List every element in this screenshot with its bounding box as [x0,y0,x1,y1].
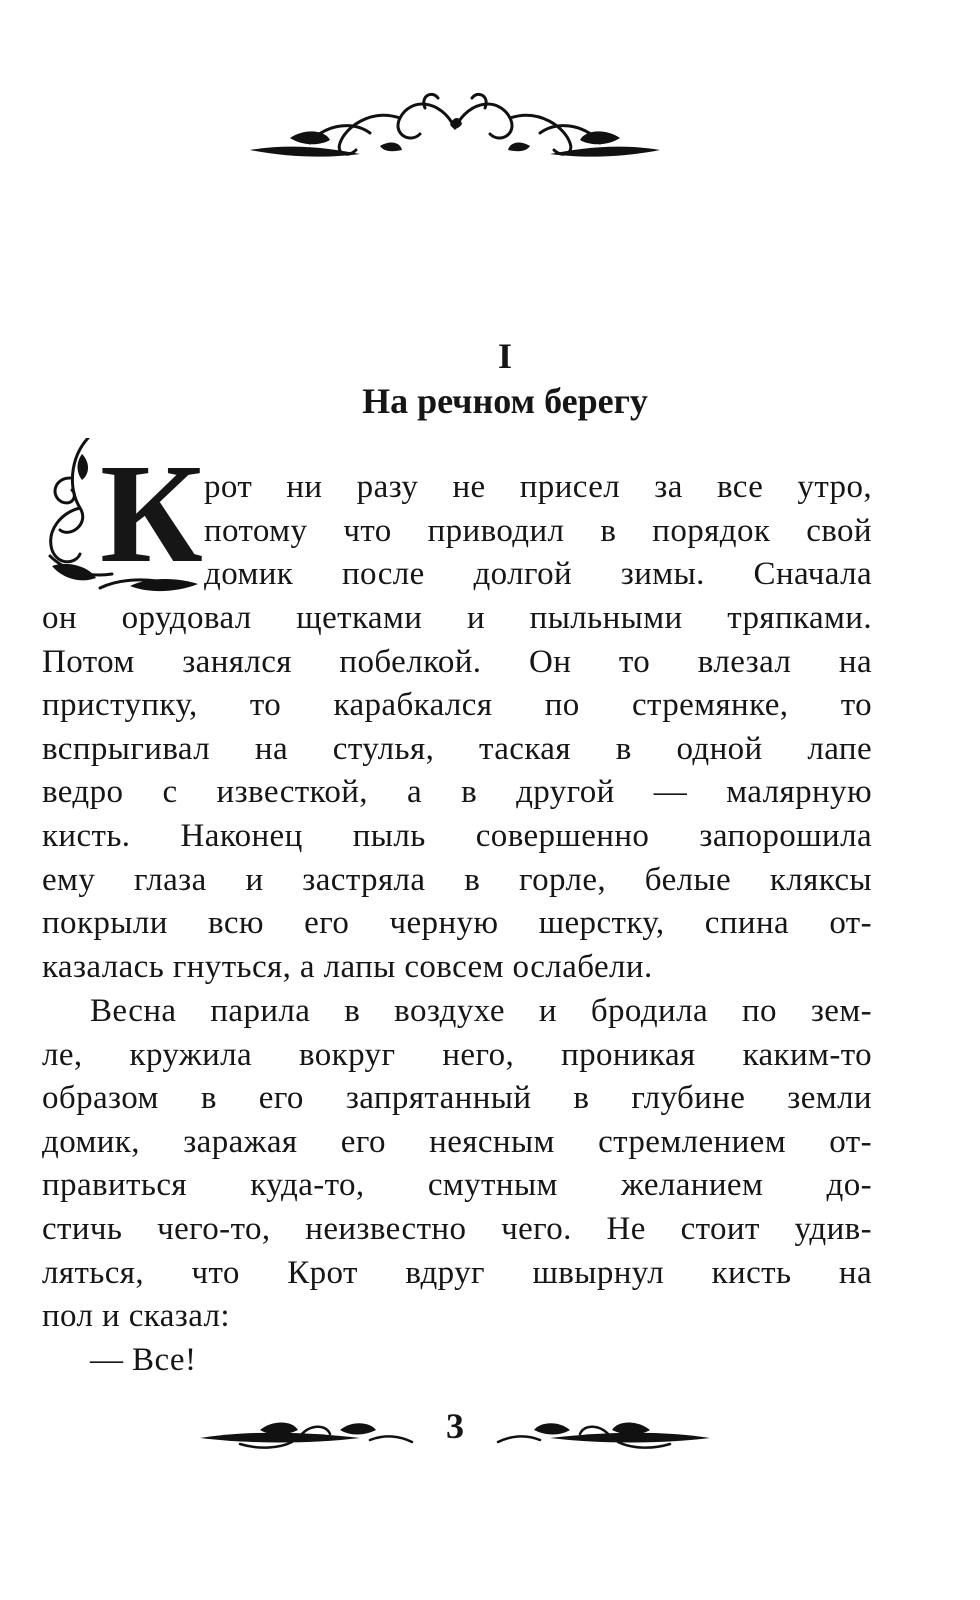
text-line: образом в его запрятанный в глубине земли [42,1080,872,1117]
drop-cap-lines [204,466,872,597]
dialogue-line: — Все! [90,1341,197,1378]
text-line: ле, кружила вокруг него, проникая каким-то [42,1036,872,1073]
paragraph-one [42,597,872,989]
text-line: рот ни разу не присел за все утро, [204,469,872,505]
chapter-title: На речном берегу [362,381,648,421]
text-line: покрыли всю его черную шерстку, спина от- [42,905,872,942]
drop-cap [40,434,203,608]
text-line: ему глаза и застряла в горле, белые кляксы [42,861,872,898]
text-line: он орудовал щетками и пыльными тряпками. [42,600,872,636]
text-line: домик после долгой зимы. Сначала [204,556,872,593]
text-line: приступку, то карабкался по стремянке, то [42,687,872,724]
text-line: вспрыгивал на стулья, таская в одной лапе [42,730,872,767]
page-number: 3 [446,1406,464,1446]
text-line: казалась гнуться, а лапы совсем ослабели. [42,948,653,985]
text-line: Потом занялся побелкой. Он то влезал на [42,643,872,680]
text-line: Весна парила в воздухе и бродила по зем- [90,993,872,1029]
text-line: правиться куда-то, смутным желанием до- [42,1167,872,1204]
text-line: потому что приводил в порядок свой [204,512,872,549]
top-ornament-icon [250,88,660,168]
page-footer [200,1400,710,1460]
paragraph-two [42,990,872,1382]
text-line: домик, заражая его неясным стремлением от- [42,1123,872,1160]
chapter-number: I [497,336,512,376]
text-line: кисть. Наконец пыль совершенно запорошила [42,817,872,854]
text-line: ляться, что Крот вдруг швырнул кисть на [42,1254,872,1291]
footer-right-ornament-icon [495,1410,710,1450]
text-line: ведро с известкой, а в другой — малярную [42,774,872,811]
text-line: пол и сказал: [42,1298,230,1335]
drop-cap-letter: К [100,434,203,592]
text-line: стичь чего-то, неизвестно чего. Не стоит удив- [42,1210,872,1247]
